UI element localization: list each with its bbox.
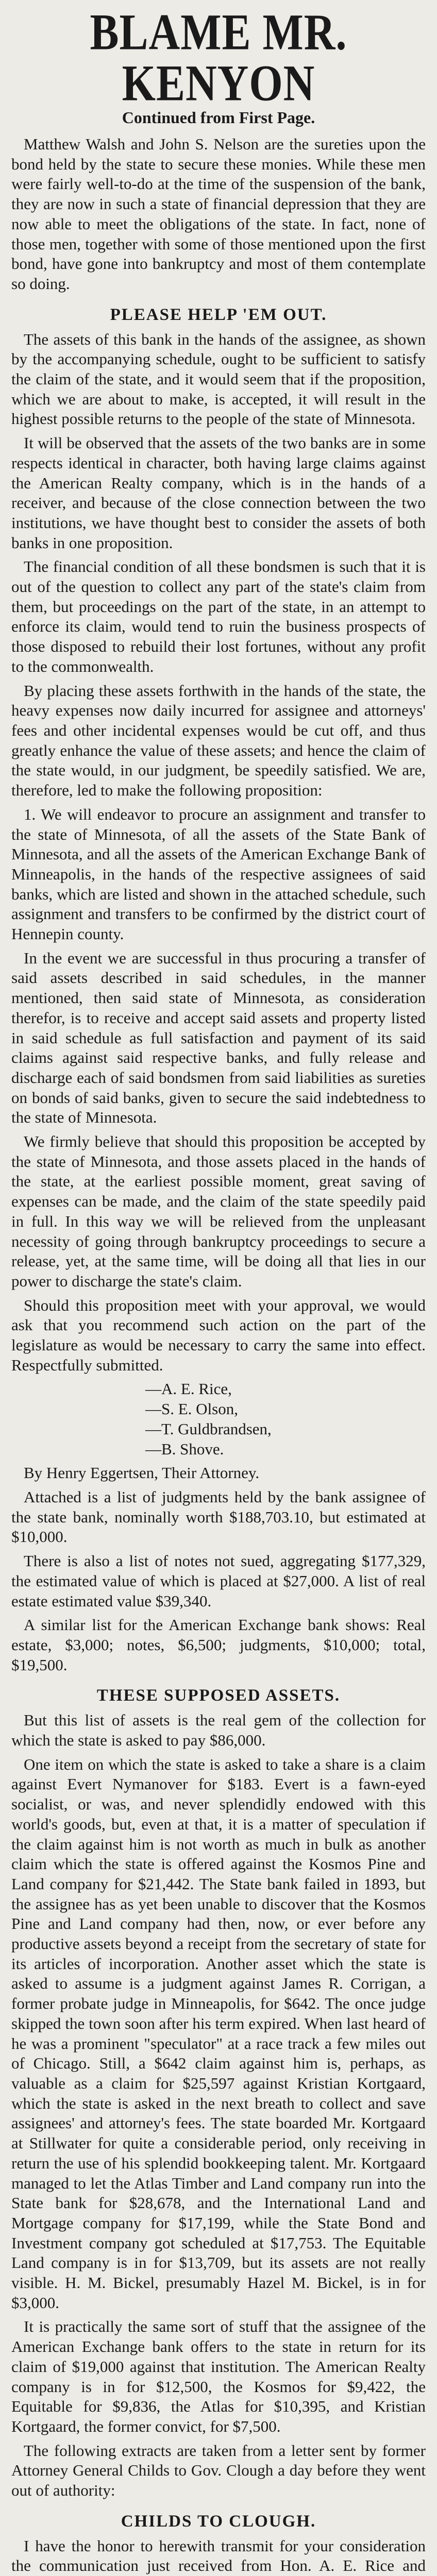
- paragraph-a8: Should this proposition meet with your approval, we would ask that you recommend such action on the part of the legislature as would be necessary to carry the same into effect. Respectfully submitted.: [11, 1296, 426, 1374]
- paragraph-a6: In the event we are successful in thus procuring a transfer of said assets described in said schedules, in the manner mentioned, then said state of Minnesota, as consideration therefor, is to receive and accept said assets and property listed in said schedule as full satisfaction and payment of its said claims against said respective banks, and fully release and discharge each of said bondsmen from said liabilities as sureties on bonds of said banks, given to secure the said indebtedness to the state of Minnesota.: [11, 948, 426, 1127]
- paragraph-a7: We firmly believe that should this proposition be accepted by the state of Minnesota, and those assets placed in the hands of the state, at the earliest possible moment, great saving of expenses can be made, and the claim of the state speedily paid in full. In this way we will be relieved from the unpleasant necessity of going through bankruptcy proceedings to secure a release, yet, at the same time, will be doing all that lies in our power to discharge the state's claim.: [11, 1132, 426, 1290]
- paragraph-b2: There is also a list of notes not sued, aggregating $177,329, the estimated value of which is placed at $27,000. A list of real estate estimated value $39,340.: [11, 1552, 426, 1610]
- paragraph-a5: 1. We will endeavor to procure an assignment and transfer to the state of Minnesota, of all the assets of the State Bank of Minnesota, and all the assets of the American Exchange Bank of Minneapolis, in the hands of the respective assignees of said banks, which are listed and shown in the attached schedule, such assignment and transfers to be confirmed by the district court of Hennepin county.: [11, 805, 426, 943]
- paragraph-c1: But this list of assets is the real gem of the collection for which the state is asked to pay $86,000.: [11, 1711, 426, 1750]
- paragraph-b1: Attached is a list of judgments held by the bank assignee of the state bank, nominally worth $188,703.10, but estimated at $10,000.: [11, 1488, 426, 1546]
- paragraph-a2: It will be observed that the assets of the two banks are in some respects identical in character, both having large claims against the American Realty company, which is in the hands of a receiver, and because of the close connection between the two institutions, we have thought best to consider the assets of both banks in one proposition.: [11, 434, 426, 552]
- paragraph-a3: The financial condition of all these bondsmen is such that it is out of the question to collect any part of the state's claim from them, but proceedings on the part of the state, in an attempt to enforce its claim, would tend to ruin the business prospects of those disposed to rebuild their lost fortunes, without any profit to the commonwealth.: [11, 557, 426, 675]
- paragraph-c3: It is practically the same sort of stuff that the assignee of the American Exchange bank offers to the state in return for its claim of $19,000 against that institution. The American Realty company is in for $12,500, the Kosmos for $9,422, the Equitable for $9,836, the Atlas for $10,395, and Kristian Kortgaard, the former convict, for $7,500.: [11, 2317, 426, 2435]
- signer: —B. Shove.: [145, 1439, 224, 1458]
- paragraph-c2: One item on which the state is asked to take a share is a claim against Evert Nymanover for $183. Evert is a fawn-eyed socialist, or was, and never splendidly endowed with this world's goods, but, even at that, it is a matter of speculation if the claim against him is not worth as much in bulk as another claim which the state is offered against the Kosmos Pine and Land company for $21,442. The State bank failed in 1893, but the assignee has as yet been unable to discover that the Kosmos Pine and Land company had then, now, or ever before any productive assets beyond a receipt from the secretary of state for its articles of incorporation. Another asset which the state is asked to assume is a judgment against James R. Corrigan, a former probate judge in Minneapolis, for $642. The once judge skipped the town soon after his term expired. When last heard of he was a prominent "speculator" at a race track a few miles out of Chicago. Still, a $642 claim against him is, perhaps, as valuable as a claim for $25,597 against Kristian Kortgaard, which the state is asked in the next breath to collect and save assignees' and attorney's fees. The state boarded Mr. Kortgaard at Stillwater for quite a considerable period, only receiving in return the use of his splendid bookkeeping talent. Mr. Kortgaard managed to let the Atlas Timber and Land company run into the State bank for $28,678, and the International Land and Mortgage company for $17,199, while the State Bond and Investment company got scheduled at $17,753. The Equitable Land company is in for $13,709, but its assets are not really visible. H. M. Bickel, presumably Hazel M. Bickel, is in for $3,000.: [11, 1755, 426, 2312]
- signer: —T. Guldbrandsen,: [145, 1419, 272, 1438]
- intro-paragraph: Matthew Walsh and John S. Nelson are the sureties upon the bond held by the state to secure these monies. While these men were fairly well-to-do at the time of the suspension of the bank, they are now in such a state of financial depression that they are now able to meet the obligations of the state. In fact, none of those men, together with some of those mentioned upon the first bond, have gone into bankruptcy and most of them contemplate so doing.: [11, 135, 426, 293]
- signer: —S. E. Olson,: [145, 1400, 238, 1418]
- signer: —A. E. Rice,: [145, 1380, 232, 1398]
- paragraph-a4: By placing these assets forthwith in the hands of the state, the heavy expenses now daily incurred for assignee and attorneys' fees and other incidental expenses would be cut off, and thus greatly enhance the value of these assets; and hence the claim of the state would, in our judgment, be speedily satisfied. We are, therefore, led to make the following proposition:: [11, 681, 426, 800]
- headline: BLAME MR. KENYON: [90, 4, 347, 112]
- signer-list: [11, 1379, 426, 1459]
- paragraph-b3: A similar list for the American Exchange bank shows: Real estate, $3,000; notes, $6,500; judgments, $10,000; total, $19,500.: [11, 1616, 426, 1674]
- paragraph-d1: I have the honor to herewith transmit for your consideration the communication just received from Hon. A. E. Rice and: [11, 2536, 426, 2575]
- paragraph-a1: The assets of this bank in the hands of the assignee, as shown by the accompanying schedule, ought to be sufficient to satisfy the claim of the state, and it would seem that if the proposition, which we are about to make, is accepted, it will result in the highest possible returns to the people of the state of Minnesota.: [11, 330, 426, 428]
- attested-line: By Henry Eggertsen, Their Attorney.: [24, 1464, 260, 1482]
- continued-note: Continued from First Page.: [122, 108, 315, 127]
- plea-head: PLEASE HELP 'EM OUT.: [110, 305, 327, 324]
- childs-head: CHILDS TO CLOUGH.: [121, 2512, 316, 2531]
- paragraph-c4: The following extracts are taken from a letter sent by former Attorney General Childs to Gov. Clough a day before they went out of authority:: [11, 2441, 426, 2500]
- assets-head: THESE SUPPOSED ASSETS.: [96, 1686, 341, 1705]
